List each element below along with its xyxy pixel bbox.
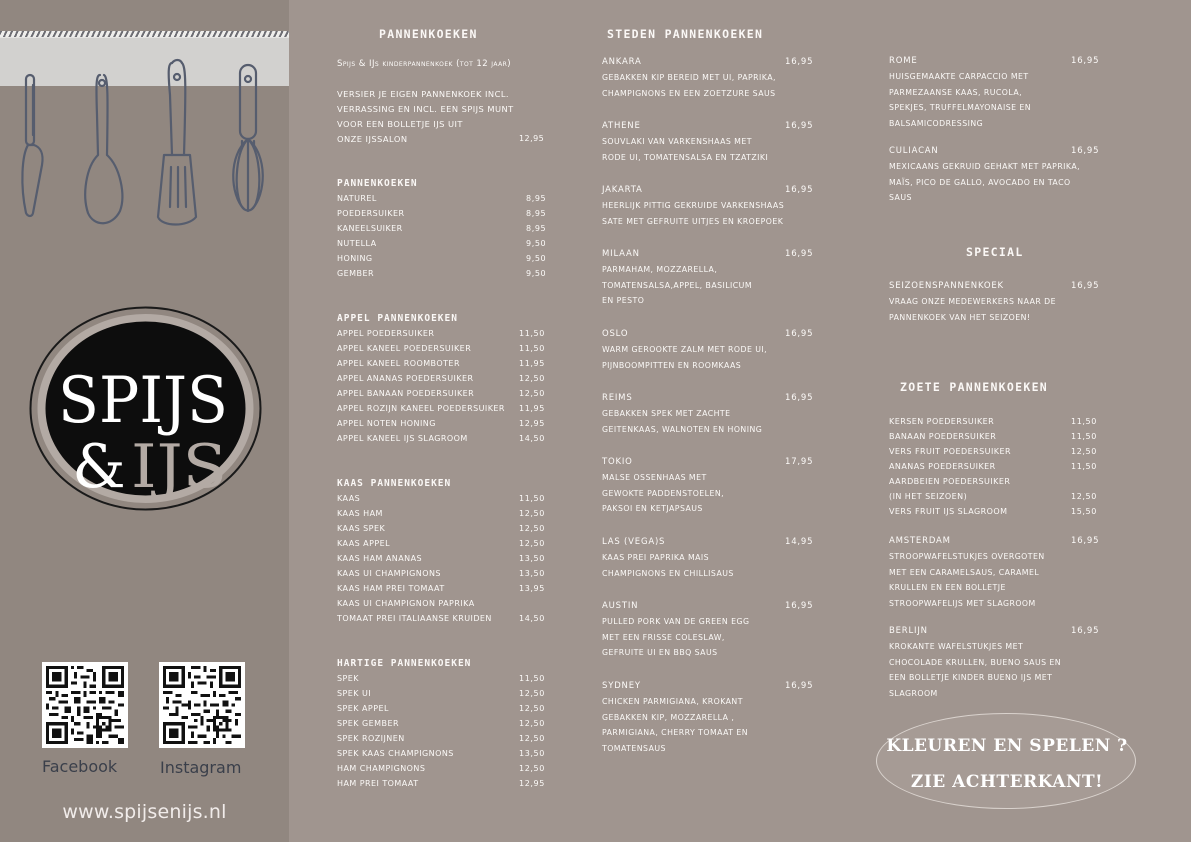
menu-item [337,778,545,790]
menu-item-name: KAAS UI CHAMPIGNONS [337,569,441,578]
dish-description: KROKANTE WAFELSTUKJES MET [889,642,1024,651]
menu-item [337,388,545,400]
dish-name: ROME [889,56,918,66]
menu-item-price: 12,50 [519,539,545,548]
spijs-ijs-logo [29,306,262,511]
menu-item-price: 12,50 [519,764,545,773]
menu-item-name: APPEL BANAAN POEDERSUIKER [337,389,475,398]
menu-item-price: 12,50 [519,689,545,698]
dish [889,280,1100,292]
dish [602,456,814,468]
menu-item-price: 8,95 [526,194,547,203]
menu-item [337,358,545,370]
dish-name: ANKARA [602,57,642,67]
menu-item-price: 11,95 [519,404,545,413]
dish-name: SYDNEY [602,681,641,691]
menu-item [337,403,545,415]
dish-name: OSLO [602,329,629,339]
menu-item-name: KAAS HAM PREI TOMAAT [337,584,445,593]
menu-item [337,718,545,730]
kinder-price: 12,95 [519,134,545,143]
menu-item-price: 9,50 [526,254,547,263]
menu-item [337,733,545,745]
dish-price: 14,95 [785,537,814,547]
menu-item-name: KAAS UI CHAMPIGNON PAPRIKA [337,599,475,608]
dish [602,536,814,548]
dish-name: AMSTERDAM [889,536,951,546]
menu-item-price: 12,95 [519,779,545,788]
instagram-label[interactable]: Instagram [160,758,242,777]
dish-description: STROOPWAFELSTUKJES OVERGOTEN [889,552,1045,561]
menu-item-price: 12,50 [1071,492,1097,501]
menu-item-price: 12,50 [519,374,545,383]
menu-item [337,208,547,220]
spoon-icon [85,75,122,223]
instagram-qr-code[interactable] [159,662,245,748]
menu-item-name: HAM CHAMPIGNONS [337,764,426,773]
dish-description: EEN BOLLETJE KINDER BUENO IJS MET [889,673,1053,682]
menu-item [337,253,547,265]
dish-description: PARMAHAM, MOZZARELLA, [602,265,718,274]
menu-item-name: SPEK ROZIJNEN [337,734,405,743]
menu-item-name: SPEK [337,674,360,683]
dish-description: CHICKEN PARMIGIANA, KROKANT [602,697,743,706]
dish-price: 17,95 [785,457,814,467]
kleuren-line-1: KLEUREN EN SPELEN ? [886,736,1128,756]
kinder-desc-1: VERSIER JE EIGEN PANNENKOEK INCL. [337,89,509,99]
menu-item [337,553,545,565]
spatula-icon [158,60,196,225]
dish-description: PARMEZAANSE KAAS, RUCOLA, [889,87,1023,97]
dish-price: 16,95 [785,681,814,691]
dish-description: KRULLEN EN EEN BOLLETJE [889,583,1006,592]
menu-item-name: GEMBER [337,269,374,278]
menu-item [337,193,547,205]
dish-description: RODE UI, TOMATENSALSA EN TZATZIKI [602,152,769,162]
menu-item-price: 13,50 [519,554,545,563]
menu-item-name: KAAS SPEK [337,524,386,533]
menu-item [889,431,1097,443]
section-title-special: SPECIAL [966,245,1024,259]
menu-item [337,763,545,775]
dish-description: PANNENKOEK VAN HET SEIZOEN! [889,312,1031,322]
dish-description: TOMATENSALSA,APPEL, BASILICUM [602,280,753,290]
dish [889,55,1100,67]
dish [602,328,814,340]
menu-item-price: 12,50 [519,719,545,728]
kleuren-line-2: ZIE ACHTERKANT! [910,772,1104,792]
menu-item [889,446,1097,458]
dish-price: 16,95 [1071,146,1100,156]
dish-description: MET EEN FRISSE COLESLAW, [602,632,725,642]
dish-name: TOKIO [602,457,633,467]
dish-description: BALSAMICODRESSING [889,118,984,128]
menu-item-name: KAAS APPEL [337,539,391,548]
kinder-desc-3: VOOR EEN BOLLETJE IJS UIT [337,119,463,129]
menu-item-name: SPEK GEMBER [337,719,399,728]
menu-item-name: BANAAN POEDERSUIKER [889,432,997,441]
menu-item-name: HONING [337,254,373,263]
facebook-label[interactable]: Facebook [42,757,118,776]
menu-item-name: APPEL KANEEL IJS SLAGROOM [337,434,468,443]
dish-name: LAS (VEGA)S [602,537,666,547]
menu-item [337,238,547,250]
menu-item-price: 11,50 [519,674,545,683]
menu-item [337,673,545,685]
menu-item [889,476,1010,488]
dish-price: 16,95 [785,121,814,131]
menu-item-name: APPEL ANANAS POEDERSUIKER [337,374,474,383]
dish [602,248,814,260]
menu-item-price: 11,50 [1071,432,1097,441]
dish-name: JAKARTA [602,185,643,195]
dish-description: CHOCOLADE KRULLEN, BUENO SAUS EN [889,657,1062,667]
menu-item-name: SPEK UI [337,689,372,698]
menu-item-name: APPEL POEDERSUIKER [337,329,435,338]
kinder-desc-4: ONZE IJSSALON [337,134,408,144]
menu-item-price: 11,50 [1071,417,1097,426]
dish-description: MAÏS, PICO DE GALLO, AVOCADO EN TACO [889,177,1071,187]
dish-description: SLAGROOM [889,688,938,698]
logo-text-spijs: SPIJS [58,364,228,438]
menu-item [337,688,545,700]
menu-item-name: KERSEN POEDERSUIKER [889,417,995,426]
menu-item-price: 13,50 [519,569,545,578]
menu-item [337,583,545,595]
dish [602,600,814,612]
menu-item-price: 9,50 [526,239,547,248]
menu-item-price: 11,50 [519,329,545,338]
menu-item-price: 12,50 [519,389,545,398]
dish-description: MEXICAANS GEKRUID GEHAKT MET PAPRIKA, [889,162,1081,171]
dish-name: REIMS [602,393,633,403]
dish-description: KAAS PREI PAPRIKA MAIS [602,553,710,562]
menu-item [337,433,545,445]
dish-description: PARMIGIANA, CHERRY TOMAAT EN [602,728,749,737]
menu-item-price: 12,50 [519,524,545,533]
knife-icon [22,75,42,216]
menu-item-name: APPEL NOTEN HONING [337,419,436,428]
menu-item [889,491,1097,503]
section-title-pannenkoeken-header: PANNENKOEKEN [379,27,478,41]
menu-item-price: 12,50 [1071,447,1097,456]
menu-item-name: (IN HET SEIZOEN) [889,492,968,501]
menu-item-price: 11,50 [1071,462,1097,471]
menu-item [337,493,545,505]
dish [602,120,814,132]
menu-item-name: KAAS HAM ANANAS [337,554,423,563]
dish-description: EN PESTO [602,296,645,305]
dish-description: MET EEN CARAMELSAUS, CARAMEL [889,567,1040,577]
dish-price: 16,95 [785,393,814,403]
dish-description: SOUVLAKI VAN VARKENSHAAS MET [602,137,752,146]
section-title-kaas: KAAS PANNENKOEKEN [337,478,452,489]
menu-item [337,418,545,430]
menu-item-price: 11,50 [519,344,545,353]
kleuren-spelen-badge [876,713,1136,809]
menu-item [337,523,545,535]
dish [889,625,1100,637]
dish-name: AUSTIN [602,601,639,611]
menu-item-price: 11,50 [519,494,545,503]
utensils-illustration [0,55,289,235]
menu-item-price: 12,50 [519,734,545,743]
menu-item-price: 12,50 [519,509,545,518]
dish [602,392,814,404]
menu-item-name: TOMAAT PREI ITALIAANSE KRUIDEN [337,614,492,623]
left-panel [0,0,289,842]
menu-item-price: 13,50 [519,749,545,758]
dish-name: MILAAN [602,249,640,259]
facebook-qr-code[interactable] [42,662,128,748]
dish-price: 16,95 [1071,281,1100,291]
dish-description: MALSE OSSENHAAS MET [602,473,707,482]
dish-price: 16,95 [785,601,814,611]
dish-description: GEITENKAAS, WALNOTEN EN HONING [602,424,763,434]
menu-item-name: SPEK APPEL [337,704,389,713]
section-title-steden: STEDEN PANNENKOEKEN [607,27,764,41]
dish-price: 16,95 [785,57,814,67]
menu-item [337,568,545,580]
dish-description: GEBAKKEN SPEK MET ZACHTE [602,409,731,418]
dish-description: GEWOKTE PADDENSTOELEN, [602,488,725,498]
menu-item [337,508,545,520]
menu-item [889,506,1097,518]
dish-name: ATHENE [602,121,641,131]
website-link[interactable]: www.spijsenijs.nl [62,801,227,823]
menu-item [889,416,1097,428]
menu-item-price: 12,95 [519,419,545,428]
section-title-hartige: HARTIGE PANNENKOEKEN [337,658,472,669]
menu-item-name: VERS FRUIT POEDERSUIKER [889,447,1011,456]
dish [602,56,814,68]
dish-description: CHAMPIGNONS EN CHILLISAUS [602,568,734,578]
dish-description: SPEKJES, TRUFFELMAYONAISE EN [889,103,1032,112]
dish-name: BERLIJN [889,626,928,636]
dish [889,145,1100,157]
dish [602,680,814,692]
menu-item-price: 14,50 [519,614,545,623]
menu-item-price: 15,50 [1071,507,1097,516]
menu-item [337,538,545,550]
menu-item-name: AARDBEIEN POEDERSUIKER [889,477,1011,486]
menu-item [889,461,1097,473]
whisk-icon [233,65,263,211]
menu-item-name: KANEELSUIKER [337,224,403,233]
menu-item-name: POEDERSUIKER [337,209,405,218]
dish-description: WARM GEROOKTE ZALM MET RODE UI, [602,345,768,354]
dish-description: VRAAG ONZE MEDEWERKERS NAAR DE [889,297,1056,306]
menu-item [337,268,547,280]
menu-item-price: 11,95 [519,359,545,368]
dish-description: SATE MET GEFRUITE UITJES EN KROEPOEK [602,216,784,226]
menu-item-price: 8,95 [526,224,547,233]
menu-item-name: NUTELLA [337,239,377,248]
dish-price: 16,95 [1071,56,1100,66]
menu-item-price: 8,95 [526,209,547,218]
section-title-pannenkoeken: PANNENKOEKEN [337,178,418,189]
section-title-zoete: ZOETE PANNENKOEKEN [900,380,1049,394]
dish-price: 16,95 [1071,626,1100,636]
logo-text-ijs: IJS [131,432,227,502]
dish-description: PIJNBOOMPITTEN EN ROOMKAAS [602,360,742,370]
dish-description: GEFRUITE UI EN BBQ SAUS [602,648,718,657]
menu-item-name: SPEK KAAS CHAMPIGNONS [337,749,454,758]
dish-description: TOMATENSAUS [602,743,666,753]
menu-item-name: APPEL ROZIJN KANEEL POEDERSUIKER [337,404,505,413]
dish-description: GEBAKKEN KIP, MOZZARELLA , [602,712,735,722]
menu-item-price: 13,95 [519,584,545,593]
menu-item [337,343,545,355]
menu-item [337,613,545,625]
menu-item [337,598,475,610]
menu-item-price: 12,50 [519,704,545,713]
menu-item [337,223,547,235]
dish-description: PULLED PORK VAN DE GREEN EGG [602,617,750,626]
menu-item-price: 9,50 [526,269,547,278]
dish-price: 16,95 [1071,536,1100,546]
menu-item [337,703,545,715]
dish-name: CULIACAN [889,146,939,156]
menu-item-name: VERS FRUIT IJS SLAGROOM [889,507,1008,516]
dish-price: 16,95 [785,185,814,195]
menu-item-price: 14,50 [519,434,545,443]
menu-item [337,328,545,340]
kinder-desc-2: VERRASSING EN INCL. EEN SPIJS MUNT [337,104,514,114]
dish-name: SEIZOENSPANNENKOEK [889,281,1004,291]
menu-item-name: HAM PREI TOMAAT [337,779,419,788]
dish-description: SAUS [889,193,912,202]
logo-text-amp: & [72,432,126,502]
dish [602,184,814,196]
dish-description: CHAMPIGNONS EN EEN ZOETZURE SAUS [602,88,776,98]
dish-description: HUISGEMAAKTE CARPACCIO MET [889,72,1029,81]
menu-item-name: APPEL KANEEL ROOMBOTER [337,359,460,368]
menu-item [337,748,545,760]
kinder-title: Spijs & IJs kinderpannenkoek (tot 12 jaar) [337,59,512,69]
menu-item-name: KAAS HAM [337,509,383,518]
menu-item-name: APPEL KANEEL POEDERSUIKER [337,344,472,353]
dish-description: GEBAKKEN KIP BEREID MET UI, PAPRIKA, [602,73,776,82]
menu-item-name: NATUREL [337,194,377,203]
dish-description: PAKSOI EN KETJAPSAUS [602,504,703,513]
dish-description: HEERLIJK PITTIG GEKRUIDE VARKENSHAAS [602,201,785,210]
menu-item-name: ANANAS POEDERSUIKER [889,462,996,471]
dish [889,535,1100,547]
menu-item-name: KAAS [337,494,361,503]
rope-decoration [0,31,289,37]
section-title-appel: APPEL PANNENKOEKEN [337,313,458,324]
dish-description: STROOPWAFELIJS MET SLAGROOM [889,598,1036,608]
dish-price: 16,95 [785,249,814,259]
dish-price: 16,95 [785,329,814,339]
menu-item [337,373,545,385]
